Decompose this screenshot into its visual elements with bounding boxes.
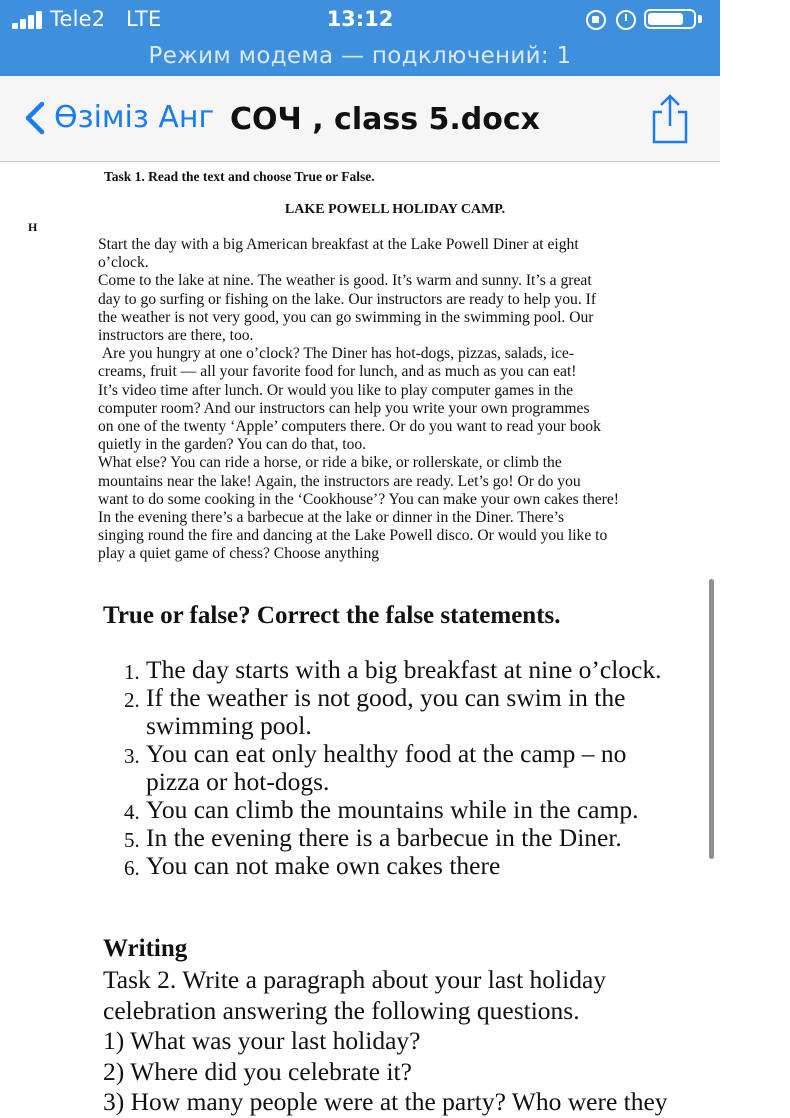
list-item-number: 6.	[124, 856, 140, 880]
text-line: want to do some cooking in the ‘Cookhouse’? You can make your own cakes there!	[98, 490, 619, 508]
list-item	[0, 824, 700, 852]
scrollbar[interactable]	[709, 579, 714, 859]
margin-mark: H	[28, 220, 38, 234]
list-item-text: In the evening there is a barbecue in the Diner.	[146, 823, 622, 852]
alarm-icon	[616, 10, 636, 30]
document-view[interactable]	[0, 162, 720, 1116]
hotspot-banner[interactable]: Режим модема — подключений: 1	[0, 40, 720, 76]
camp-title: LAKE POWELL HOLIDAY CAMP.	[284, 202, 506, 217]
text-line: mountains near the lake! Again, the instructors are ready. Let’s go! Or do you	[98, 472, 581, 490]
text-line: play a quiet game of chess? Choose anything	[98, 545, 380, 563]
writing-heading: Writing	[103, 935, 188, 962]
network-type: LTE	[125, 7, 162, 31]
list-item-number: 2.	[124, 688, 140, 712]
battery-icon	[644, 9, 696, 29]
status-icons	[586, 9, 706, 31]
text-line: In the evening there’s a barbecue at the lake or dinner in the Diner. There’s	[98, 509, 565, 527]
writing-line: Task 2. Write a paragraph about your last holiday	[103, 965, 607, 994]
list-item	[0, 796, 700, 824]
writing-task	[103, 965, 703, 1118]
text-line: Come to the lake at nine. The weather is good. It’s warm and sunny. It’s a great	[98, 272, 592, 290]
writing-line: 2) Where did you celebrate it?	[103, 1056, 412, 1086]
list-item	[0, 740, 700, 796]
writing-line: 1) What was your last holiday?	[103, 1026, 421, 1055]
battery-cap	[698, 15, 702, 23]
text-line: Are you hungry at one o’clock? The Diner has hot-dogs, pizzas, salads, ice-	[98, 345, 575, 363]
task1-heading: Task 1. Read the text and choose True or False.	[104, 169, 375, 184]
list-item-number: 1.	[124, 660, 140, 684]
list-item	[0, 684, 700, 740]
carrier-name: Tele2	[50, 7, 106, 31]
writing-line: celebration answering the following questions.	[103, 995, 580, 1025]
back-button[interactable]	[14, 94, 214, 142]
text-line: It’s video time after lunch. Or would you like to play computer games in the	[98, 381, 574, 399]
list-item-text: The day starts with a big breakfast at nine o’clock.	[146, 655, 662, 684]
navigation-bar	[0, 76, 720, 162]
list-item-text: You can eat only healthy food at the camp – no pizza or hot-dogs.	[146, 739, 627, 796]
chevron-left-icon	[18, 100, 54, 136]
share-icon	[646, 92, 694, 146]
text-line: day to go surfing or fishing on the lake. Our instructors are ready to help you. If	[98, 290, 597, 308]
text-line: the weather is not very good, you can go swimming in the swimming pool. Our	[98, 308, 594, 326]
text-line: instructors are there, too.	[98, 327, 254, 345]
list-item	[0, 656, 700, 684]
document-title: СОЧ , class 5.docx	[230, 102, 541, 137]
text-line: o’clock.	[98, 254, 149, 272]
share-button[interactable]	[646, 92, 694, 146]
status-time: 13:12	[326, 7, 394, 31]
back-button-label: Өзіміз Анг	[54, 100, 215, 135]
text-line: quietly in the garden? You can do that, too.	[98, 436, 367, 454]
list-item	[0, 852, 700, 880]
list-item-number: 4.	[124, 800, 140, 824]
true-false-heading: True or false? Correct the false statements.	[103, 602, 561, 629]
list-item-text: If the weather is not good, you can swim in the swimming pool.	[146, 683, 626, 740]
battery-level-fill	[648, 13, 683, 25]
text-line: computer room? And our instructors can help you write your own programmes	[98, 399, 590, 417]
text-line: creams, fruit — all your favorite food for lunch, and as much as you can eat!	[98, 363, 577, 381]
text-line: on one of the twenty ‘Apple’ computers there. Or do you want to read your book	[98, 418, 601, 436]
orientation-lock-icon	[586, 10, 606, 30]
text-line: singing round the fire and dancing at the Lake Powell disco. Or would you like to	[98, 527, 608, 545]
list-item-text: You can climb the mountains while in the camp.	[146, 795, 639, 824]
list-item-number: 5.	[124, 828, 140, 852]
status-bar	[0, 0, 720, 40]
reading-text	[98, 236, 670, 564]
true-false-list	[0, 656, 700, 880]
list-item-number: 3.	[124, 744, 140, 768]
text-line: What else? You can ride a horse, or ride a bike, or rollerskate, or climb the	[98, 454, 562, 472]
text-line: Start the day with a big American breakfast at the Lake Powell Diner at eight	[98, 236, 579, 253]
list-item-text: You can not make own cakes there	[146, 851, 501, 880]
writing-line: 3) How many people were at the party? Who were they	[103, 1087, 668, 1116]
